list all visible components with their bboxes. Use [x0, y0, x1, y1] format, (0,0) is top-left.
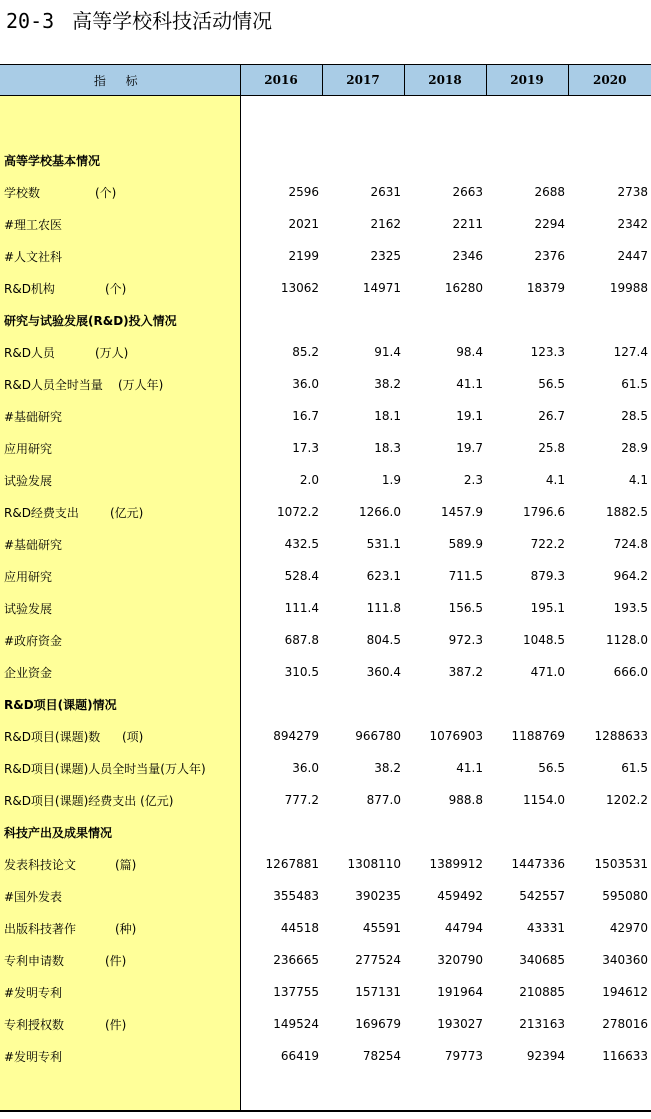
- table-row: [0, 528, 651, 560]
- value-cell-2018: [404, 144, 486, 176]
- value-cell-2020: 2342: [617, 217, 648, 231]
- header-year-2019: 2019: [486, 65, 568, 96]
- table-row: [0, 592, 651, 624]
- table-row: [0, 496, 651, 528]
- indicator-label: 企业资金: [4, 665, 53, 680]
- indicator-label: #政府资金: [4, 633, 63, 648]
- table-row: [0, 432, 651, 464]
- indicator-cell: [0, 656, 240, 688]
- value-cell-2019: 722.2: [530, 537, 565, 551]
- value-cell-2017: 1.9: [381, 473, 401, 487]
- value-cell-2018: [404, 816, 486, 848]
- value-cell-2016: 2596: [288, 185, 319, 199]
- value-cell-2020: 42970: [609, 921, 648, 935]
- unit-label: (件): [105, 953, 127, 968]
- value-cell-2017: 14971: [362, 281, 401, 295]
- indicator-cell: [0, 880, 240, 912]
- value-cell-2016: 432.5: [284, 537, 319, 551]
- value-cell-2016: 528.4: [284, 569, 319, 583]
- value-cell-2016: 66419: [280, 1049, 319, 1063]
- indicator-cell: [0, 208, 240, 240]
- value-cell-2019: [486, 304, 568, 336]
- value-cell-2018: 988.8: [448, 793, 483, 807]
- value-cell-2019: 1188769: [511, 729, 565, 743]
- indicator-label: R&D项目(课题)人员全时当量(万人年): [4, 761, 206, 776]
- value-cell-2018: 459492: [437, 889, 483, 903]
- header-year-2016: 2016: [240, 65, 322, 96]
- page-title: [6, 5, 272, 37]
- value-cell-2020: 61.5: [621, 377, 648, 391]
- value-cell-2020: 964.2: [613, 569, 648, 583]
- table-row: [0, 176, 651, 208]
- table-row: [0, 880, 651, 912]
- value-cell-2020: 1288633: [594, 729, 648, 743]
- value-cell-2020: [568, 304, 651, 336]
- unit-label: (万人年): [118, 377, 164, 392]
- value-cell-2016: 2021: [288, 217, 319, 231]
- indicator-label: #发明专利: [4, 985, 63, 1000]
- value-cell-2020: 4.1: [628, 473, 648, 487]
- value-cell-2016: 44518: [280, 921, 319, 935]
- table-row: [0, 336, 651, 368]
- indicator-cell: [0, 528, 240, 560]
- indicator-cell: [0, 944, 240, 976]
- value-cell-2017: [322, 144, 404, 176]
- value-cell-2016: [240, 688, 322, 720]
- indicator-cell: [0, 752, 240, 784]
- value-cell-2016: [240, 816, 322, 848]
- value-cell-2019: 56.5: [538, 377, 565, 391]
- value-cell-2020: 193.5: [613, 601, 648, 615]
- value-cell-2017: 18.1: [374, 409, 401, 423]
- indicator-cell: [0, 176, 240, 208]
- value-cell-2019: [486, 816, 568, 848]
- table-row: [0, 560, 651, 592]
- indicator-label: 专利授权数: [4, 1017, 65, 1032]
- value-cell-2018: [404, 688, 486, 720]
- indicator-cell: [0, 368, 240, 400]
- indicator-label: 专利申请数: [4, 953, 65, 968]
- table-number: 20-3: [6, 9, 55, 33]
- table-row: [0, 656, 651, 688]
- indicator-label: R&D项目(课题)情况: [4, 697, 117, 712]
- value-cell-2018: [404, 304, 486, 336]
- indicator-cell: [0, 496, 240, 528]
- section-heading: [0, 144, 240, 176]
- value-cell-2017: 38.2: [374, 377, 401, 391]
- value-cell-2019: 210885: [519, 985, 565, 999]
- indicator-label: #人文社科: [4, 249, 63, 264]
- indicator-label: R&D项目(课题)经费支出 (亿元): [4, 793, 174, 808]
- table-row: [0, 624, 651, 656]
- value-cell-2017: 45591: [362, 921, 401, 935]
- header-year-2020: 2020: [568, 65, 651, 96]
- value-cell-2019: 56.5: [538, 761, 565, 775]
- value-cell-2020: [568, 816, 651, 848]
- section-row: [0, 816, 651, 848]
- value-cell-2019: [486, 144, 568, 176]
- value-cell-2019: 2294: [534, 217, 565, 231]
- value-cell-2017: [322, 688, 404, 720]
- value-cell-2016: 85.2: [292, 345, 319, 359]
- value-cell-2020: 127.4: [613, 345, 648, 359]
- value-cell-2019: 4.1: [545, 473, 565, 487]
- value-cell-2020: 116633: [602, 1049, 648, 1063]
- indicator-label: #基础研究: [4, 537, 63, 552]
- value-cell-2020: 724.8: [613, 537, 648, 551]
- table-row: [0, 944, 651, 976]
- value-cell-2018: 2346: [452, 249, 483, 263]
- indicator-label: 试验发展: [4, 473, 53, 488]
- value-cell-2019: 26.7: [538, 409, 565, 423]
- value-cell-2017: 2325: [370, 249, 401, 263]
- table-row: [0, 400, 651, 432]
- value-cell-2019: 1154.0: [523, 793, 565, 807]
- value-cell-2016: 137755: [273, 985, 319, 999]
- value-cell-2017: 277524: [355, 953, 401, 967]
- indicator-cell: [0, 720, 240, 752]
- value-cell-2020: 1202.2: [606, 793, 648, 807]
- value-cell-2017: 390235: [355, 889, 401, 903]
- unit-label: (亿元): [110, 505, 144, 520]
- indicator-label: #国外发表: [4, 889, 63, 904]
- value-cell-2018: 193027: [437, 1017, 483, 1031]
- value-cell-2016: 1072.2: [277, 505, 319, 519]
- indicator-cell: [0, 1008, 240, 1040]
- header-year-2017: 2017: [322, 65, 404, 96]
- unit-label: (项): [122, 729, 144, 744]
- value-cell-2018: 589.9: [448, 537, 483, 551]
- table-row: [0, 240, 651, 272]
- section-row: [0, 304, 651, 336]
- table-row: [0, 720, 651, 752]
- value-cell-2018: 79773: [444, 1049, 483, 1063]
- section-heading: [0, 688, 240, 720]
- value-cell-2020: 666.0: [613, 665, 648, 679]
- value-cell-2016: 16.7: [292, 409, 319, 423]
- value-cell-2018: 2211: [452, 217, 483, 231]
- value-cell-2020: 1503531: [594, 857, 648, 871]
- indicator-cell: [0, 464, 240, 496]
- value-cell-2016: 777.2: [284, 793, 319, 807]
- value-cell-2019: 25.8: [538, 441, 565, 455]
- value-cell-2018: 1457.9: [441, 505, 483, 519]
- unit-label: (种): [115, 921, 137, 936]
- value-cell-2017: 966780: [355, 729, 401, 743]
- value-cell-2020: [568, 144, 651, 176]
- header-row: [0, 65, 651, 96]
- value-cell-2019: 195.1: [530, 601, 565, 615]
- unit-label: (个): [95, 185, 117, 200]
- indicator-cell: [0, 784, 240, 816]
- value-cell-2018: 387.2: [448, 665, 483, 679]
- value-cell-2016: 36.0: [292, 377, 319, 391]
- statistics-table: [0, 64, 651, 1112]
- value-cell-2016: 236665: [273, 953, 319, 967]
- indicator-label: 发表科技论文: [4, 857, 77, 872]
- indicator-cell: [0, 1040, 240, 1072]
- value-cell-2018: 19.7: [456, 441, 483, 455]
- value-cell-2018: 19.1: [456, 409, 483, 423]
- indicator-cell: [0, 272, 240, 304]
- section-heading: [0, 816, 240, 848]
- value-cell-2019: 542557: [519, 889, 565, 903]
- indicator-cell: [0, 592, 240, 624]
- value-cell-2017: 2162: [370, 217, 401, 231]
- value-cell-2019: 123.3: [530, 345, 565, 359]
- table-title: 高等学校科技活动情况: [72, 9, 273, 33]
- table-body: [0, 96, 651, 1112]
- indicator-cell: [0, 560, 240, 592]
- table-row: [0, 784, 651, 816]
- value-cell-2016: 149524: [273, 1017, 319, 1031]
- indicator-label: 应用研究: [4, 441, 53, 456]
- value-cell-2019: 18379: [526, 281, 565, 295]
- indicator-cell: [0, 624, 240, 656]
- value-cell-2018: 2663: [452, 185, 483, 199]
- value-cell-2019: 1048.5: [523, 633, 565, 647]
- value-cell-2020: 340360: [602, 953, 648, 967]
- indicator-label: 科技产出及成果情况: [4, 825, 113, 840]
- value-cell-2017: 531.1: [366, 537, 401, 551]
- indicator-label: 试验发展: [4, 601, 53, 616]
- value-cell-2020: 595080: [602, 889, 648, 903]
- indicator-cell: [0, 912, 240, 944]
- indicator-label: R&D人员: [4, 345, 55, 360]
- indicator-label: 高等学校基本情况: [4, 153, 101, 168]
- value-cell-2017: [322, 304, 404, 336]
- table-row: [0, 976, 651, 1008]
- table-row: [0, 848, 651, 880]
- table-row: [0, 912, 651, 944]
- value-cell-2016: 687.8: [284, 633, 319, 647]
- value-cell-2019: 43331: [526, 921, 565, 935]
- value-cell-2017: 623.1: [366, 569, 401, 583]
- value-cell-2016: [240, 304, 322, 336]
- value-cell-2016: 894279: [273, 729, 319, 743]
- indicator-label: 出版科技著作: [4, 921, 77, 936]
- value-cell-2019: 2376: [534, 249, 565, 263]
- value-cell-2016: [240, 144, 322, 176]
- value-cell-2019: 213163: [519, 1017, 565, 1031]
- unit-label: (万人): [95, 345, 129, 360]
- value-cell-2020: 1882.5: [606, 505, 648, 519]
- indicator-cell: [0, 848, 240, 880]
- value-cell-2018: 1389912: [429, 857, 483, 871]
- table-end-row: [0, 1072, 651, 1111]
- spacer-cell: [0, 96, 240, 145]
- indicator-cell: [0, 336, 240, 368]
- value-cell-2016: 36.0: [292, 761, 319, 775]
- indicator-label: 研究与试验发展(R&D)投入情况: [4, 313, 177, 328]
- value-cell-2019: 92394: [526, 1049, 565, 1063]
- value-cell-2018: 2.3: [463, 473, 483, 487]
- value-cell-2017: 18.3: [374, 441, 401, 455]
- value-cell-2020: 1128.0: [606, 633, 648, 647]
- value-cell-2017: 804.5: [366, 633, 401, 647]
- value-cell-2016: 13062: [280, 281, 319, 295]
- value-cell-2016: 17.3: [292, 441, 319, 455]
- value-cell-2018: 44794: [444, 921, 483, 935]
- section-row: [0, 144, 651, 176]
- value-cell-2020: 19988: [609, 281, 648, 295]
- value-cell-2020: 28.5: [621, 409, 648, 423]
- value-cell-2018: 156.5: [448, 601, 483, 615]
- value-cell-2016: 2.0: [299, 473, 319, 487]
- value-cell-2019: [486, 688, 568, 720]
- value-cell-2017: 877.0: [366, 793, 401, 807]
- unit-label: (篇): [115, 857, 137, 872]
- table-row: [0, 464, 651, 496]
- value-cell-2018: 320790: [437, 953, 483, 967]
- indicator-cell: [0, 240, 240, 272]
- table-end-cell: [0, 1072, 240, 1111]
- value-cell-2020: 2447: [617, 249, 648, 263]
- value-cell-2018: 16280: [444, 281, 483, 295]
- value-cell-2020: 278016: [602, 1017, 648, 1031]
- value-cell-2017: 78254: [362, 1049, 401, 1063]
- value-cell-2017: 2631: [370, 185, 401, 199]
- value-cell-2018: 1076903: [429, 729, 483, 743]
- value-cell-2018: 41.1: [456, 761, 483, 775]
- value-cell-2020: 61.5: [621, 761, 648, 775]
- value-cell-2019: 340685: [519, 953, 565, 967]
- table-row: [0, 208, 651, 240]
- value-cell-2016: 1267881: [265, 857, 319, 871]
- value-cell-2020: 2738: [617, 185, 648, 199]
- value-cell-2019: 1796.6: [523, 505, 565, 519]
- indicator-label: 应用研究: [4, 569, 53, 584]
- indicator-label: #理工农医: [4, 217, 63, 232]
- section-heading: [0, 304, 240, 336]
- value-cell-2017: 111.8: [366, 601, 401, 615]
- indicator-label: R&D经费支出: [4, 505, 79, 520]
- value-cell-2017: 157131: [355, 985, 401, 999]
- value-cell-2018: 191964: [437, 985, 483, 999]
- value-cell-2019: 2688: [534, 185, 565, 199]
- value-cell-2019: 471.0: [530, 665, 565, 679]
- value-cell-2017: [322, 816, 404, 848]
- value-cell-2017: 169679: [355, 1017, 401, 1031]
- value-cell-2016: 310.5: [284, 665, 319, 679]
- indicator-label: R&D机构: [4, 281, 55, 296]
- indicator-cell: [0, 400, 240, 432]
- value-cell-2020: 28.9: [621, 441, 648, 455]
- value-cell-2018: 98.4: [456, 345, 483, 359]
- value-cell-2017: 1266.0: [359, 505, 401, 519]
- indicator-label: R&D人员全时当量: [4, 377, 103, 392]
- table-row: [0, 1008, 651, 1040]
- spacer-row: [0, 96, 651, 145]
- indicator-cell: [0, 976, 240, 1008]
- value-cell-2017: 1308110: [347, 857, 401, 871]
- table-row: [0, 368, 651, 400]
- indicator-cell: [0, 432, 240, 464]
- value-cell-2019: 879.3: [530, 569, 565, 583]
- unit-label: (件): [105, 1017, 127, 1032]
- indicator-label: #发明专利: [4, 1049, 63, 1064]
- unit-label: (个): [105, 281, 127, 296]
- value-cell-2019: 1447336: [511, 857, 565, 871]
- section-row: [0, 688, 651, 720]
- value-cell-2016: 2199: [288, 249, 319, 263]
- indicator-label: R&D项目(课题)数: [4, 729, 101, 744]
- indicator-label: #基础研究: [4, 409, 63, 424]
- header-year-2018: 2018: [404, 65, 486, 96]
- value-cell-2018: 972.3: [448, 633, 483, 647]
- value-cell-2016: 111.4: [284, 601, 319, 615]
- table-row: [0, 1040, 651, 1072]
- value-cell-2018: 711.5: [448, 569, 483, 583]
- value-cell-2017: 38.2: [374, 761, 401, 775]
- table-row: [0, 752, 651, 784]
- value-cell-2020: [568, 688, 651, 720]
- value-cell-2017: 91.4: [374, 345, 401, 359]
- value-cell-2020: 194612: [602, 985, 648, 999]
- value-cell-2018: 41.1: [456, 377, 483, 391]
- header-indicator: 指 标: [0, 65, 240, 96]
- value-cell-2016: 355483: [273, 889, 319, 903]
- table-row: [0, 272, 651, 304]
- indicator-label: 学校数: [4, 185, 41, 200]
- value-cell-2017: 360.4: [366, 665, 401, 679]
